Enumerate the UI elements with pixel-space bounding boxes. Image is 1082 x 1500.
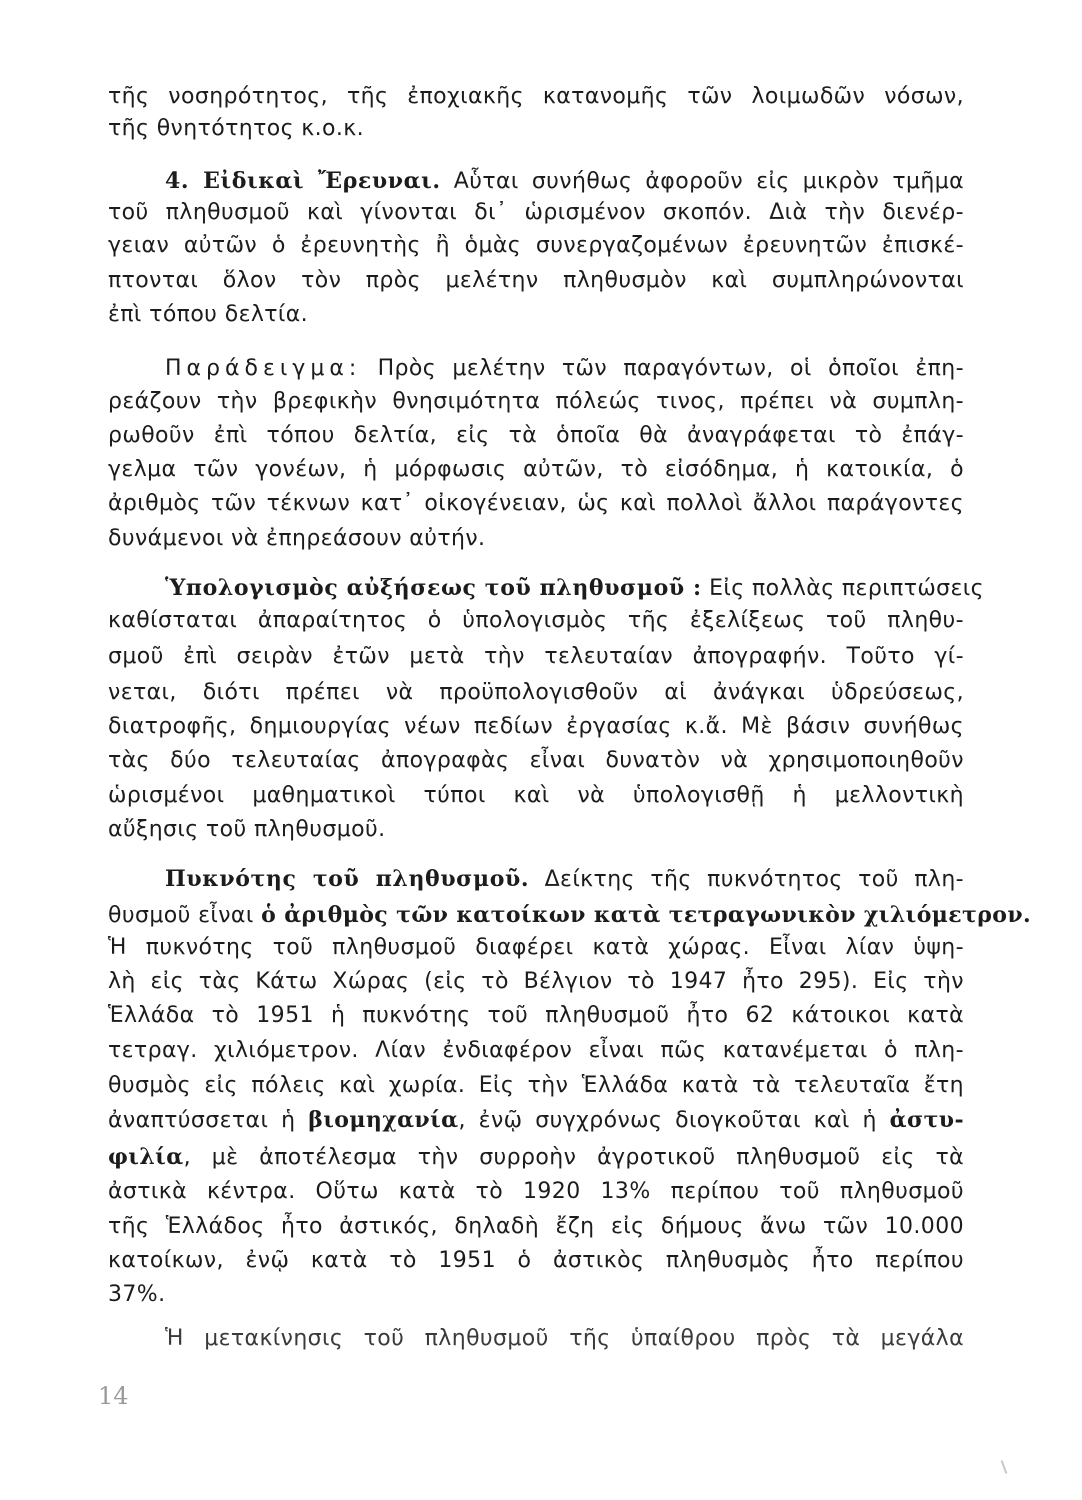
text-line: ὡρισμένοι μαθηματικοὶ τύποι καὶ νὰ ὑπολογισθῇ ἡ μελλοντικὴ — [108, 783, 964, 808]
text-line: ἀριθμὸς τῶν τέκνων κατ᾿ οἰκογένειαν, ὡς καὶ πολλοὶ ἄλλοι παράγοντες — [108, 491, 964, 516]
text-line — [108, 1105, 964, 1136]
text-line: γειαν αὐτῶν ὁ ἐρευνητὴς ἢ ὁμὰς συνεργαζομένων ἐρευνητῶν ἐπισκέ- — [108, 233, 964, 258]
text-line — [108, 1142, 964, 1173]
text-line: κατοίκων, ἐνῷ κατὰ τὸ 1951 ὁ ἀστικὸς πληθυσμὸς ἦτο περίπου — [108, 1248, 964, 1273]
example-heading-line — [165, 354, 964, 384]
text-line: τοῦ πληθυσμοῦ καὶ γίνονται δι᾿ ὡρισμένον σκοπόν. Διὰ τὴν διενέρ- — [108, 200, 964, 225]
text-line — [108, 900, 1032, 931]
text-line: ρεάζουν τὴν βρεφικὴν θνησιμότητα πόλεώς τινος, πρέπει νὰ συμπλη- — [108, 389, 964, 414]
example-label: Παράδειγμα: — [165, 356, 362, 381]
text-line: σμοῦ ἐπὶ σειρὰν ἐτῶν μετὰ τὴν τελευταίαν ἀπογραφήν. Τοῦτο γί- — [108, 644, 964, 669]
text-run: Πρὸς μελέτην τῶν παραγόντων, οἱ ὁποῖοι ἐπη- — [361, 356, 964, 381]
text-line: ρωθοῦν ἐπὶ τόπου δελτία, εἰς τὰ ὁποῖα θὰ ἀναγράφεται τὸ ἐπάγ- — [108, 423, 964, 448]
scan-mark — [1001, 1460, 1008, 1474]
bold-definition: ὁ ἀριθμὸς τῶν κατοίκων κατὰ τετραγωνικὸν χιλιόμετρον. — [261, 902, 1032, 928]
section-4-heading-line — [165, 166, 964, 197]
text-line: ἀστικὰ κέντρα. Οὕτω κατὰ τὸ 1920 13% περίπου τοῦ πληθυσμοῦ — [108, 1179, 964, 1204]
text-line: Ἑλλάδα τὸ 1951 ἡ πυκνότης τοῦ πληθυσμοῦ ἦτο 62 κάτοικοι κατὰ — [108, 1003, 964, 1028]
text-run: , μὲ ἀποτέλεσμα τὴν συρροὴν ἀγροτικοῦ πληθυσμοῦ εἰς τὰ — [183, 1145, 964, 1170]
section-heading: Πυκνότης τοῦ πληθυσμοῦ. — [165, 866, 530, 892]
text-line: Ἡ πυκνότης τοῦ πληθυσμοῦ διαφέρει κατὰ χώρας. Εἶναι λίαν ὑψη- — [108, 935, 964, 960]
text-run: ἀναπτύσσεται ἡ — [108, 1108, 309, 1133]
text-line: γελμα τῶν γονέων, ἡ μόρφωσις αὐτῶν, τὸ εἰσόδημα, ἡ κατοικία, ὁ — [108, 457, 964, 482]
section-heading: 4. Εἰδικαὶ Ἔρευναι. — [165, 168, 441, 194]
bold-term: ἀστυ- — [889, 1107, 964, 1133]
text-line: λὴ εἰς τὰς Κάτω Χώρας (εἰς τὸ Βέλγιον τὸ 1947 ἦτο 295). Εἰς τὴν — [108, 969, 964, 994]
text-line: τῆς νοσηρότητος, τῆς ἐποχιακῆς κατανομῆς τῶν λοιμωδῶν νόσων, — [108, 84, 964, 109]
page-number: 14 — [98, 1382, 129, 1410]
text-line: νεται, διότι πρέπει νὰ προϋπολογισθοῦν αἱ ἀνάγκαι ὑδρεύσεως, — [108, 680, 964, 705]
text-line: τὰς δύο τελευταίας ἀπογραφὰς εἶναι δυνατὸν νὰ χρησιμοποιηθοῦν — [108, 748, 964, 773]
text-line: θυσμὸς εἰς πόλεις καὶ χωρία. Εἰς τὴν Ἑλλάδα κατὰ τὰ τελευταῖα ἔτη — [108, 1073, 964, 1098]
text-line: Ἡ μετακίνησις τοῦ πληθυσμοῦ τῆς ὑπαίθρου πρὸς τὰ μεγάλα — [165, 1326, 964, 1351]
text-line: δυνάμενοι νὰ ἐπηρεάσουν αὐτήν. — [108, 526, 486, 551]
text-line: 37%. — [108, 1282, 166, 1307]
population-growth-heading-line — [165, 573, 984, 604]
text-run: θυσμοῦ εἶναι — [108, 903, 262, 928]
text-line: αὔξησις τοῦ πληθυσμοῦ. — [108, 817, 386, 842]
text-line: πτονται ὅλον τὸν πρὸς μελέτην πληθυσμὸν καὶ συμπληρώνονται — [108, 268, 964, 293]
section-heading: Ὑπολογισμὸς αὐξήσεως τοῦ πληθυσμοῦ : — [165, 575, 702, 601]
text-line: τῆς θνητότητος κ.ο.κ. — [108, 116, 365, 141]
bold-term: βιομηχανία — [308, 1107, 459, 1133]
text-run: Αὗται συνήθως ἀφοροῦν εἰς μικρὸν τμῆμα — [440, 169, 965, 194]
text-line: καθίσταται ἀπαραίτητος ὁ ὑπολογισμὸς τῆς ἐξελίξεως τοῦ πληθυ- — [108, 608, 964, 633]
text-line: ἐπὶ τόπου δελτία. — [108, 302, 309, 327]
text-run: Εἰς πολλὰς περιπτώσεις — [701, 576, 984, 601]
density-heading-line — [165, 864, 964, 895]
bold-term: φιλία — [108, 1144, 184, 1170]
text-line: τῆς Ἑλλάδος ἦτο ἀστικός, δηλαδὴ ἔζη εἰς δήμους ἄνω τῶν 10.000 — [108, 1214, 964, 1239]
text-run: , ἐνῷ συγχρόνως διογκοῦται καὶ ἡ — [458, 1108, 890, 1133]
text-line: τετραγ. χιλιόμετρον. Λίαν ἐνδιαφέρον εἶναι πῶς κατανέμεται ὁ πλη- — [108, 1038, 964, 1063]
text-run: Δείκτης τῆς πυκνότητος τοῦ πλη- — [529, 867, 964, 892]
text-line: διατροφῆς, δημιουργίας νέων πεδίων ἐργασίας κ.ἄ. Μὲ βάσιν συνήθως — [108, 714, 964, 739]
